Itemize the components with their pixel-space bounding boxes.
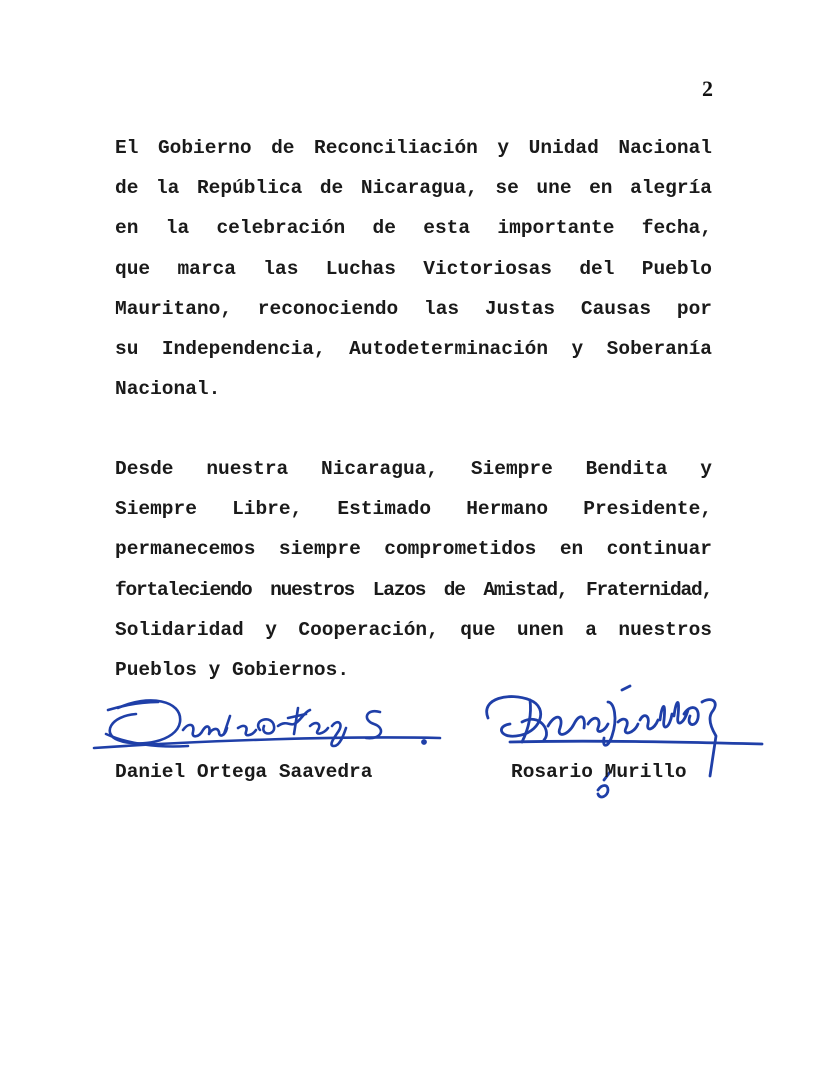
text-line: permanecemos siempre comprometidos en continuar — [115, 538, 712, 561]
text-line: El Gobierno de Reconciliación y Unidad Nacional — [115, 137, 712, 159]
paragraph-friendship — [115, 449, 712, 690]
signature-left — [88, 686, 458, 766]
text-line: Nacional. — [115, 378, 221, 401]
signature-right — [470, 672, 770, 812]
text-line: Solidaridad y Cooperación, que unen a nuestros — [115, 618, 712, 641]
text-line: fortaleciendo nuestros Lazos de Amistad, Fraternidad, — [115, 578, 712, 601]
signatory-name-right: Rosario Murillo — [511, 761, 687, 783]
text-line: en la celebración de esta importante fecha, — [115, 217, 712, 240]
text-line: Pueblos y Gobiernos. — [115, 659, 350, 682]
text-line: de la República de Nicaragua, se une en alegría — [115, 177, 712, 200]
signatory-name-left: Daniel Ortega Saavedra — [115, 761, 373, 783]
text-line: que marca las Luchas Victoriosas del Pueblo — [115, 257, 712, 280]
text-line: Desde nuestra Nicaragua, Siempre Bendita y — [115, 458, 712, 480]
paragraph-celebration — [115, 128, 712, 409]
page-number: 2 — [702, 76, 713, 101]
text-line: Mauritano, reconociendo las Justas Causas por — [115, 297, 712, 320]
text-line: Siempre Libre, Estimado Hermano Presidente, — [115, 498, 712, 521]
text-line: su Independencia, Autodeterminación y Soberanía — [115, 338, 712, 361]
